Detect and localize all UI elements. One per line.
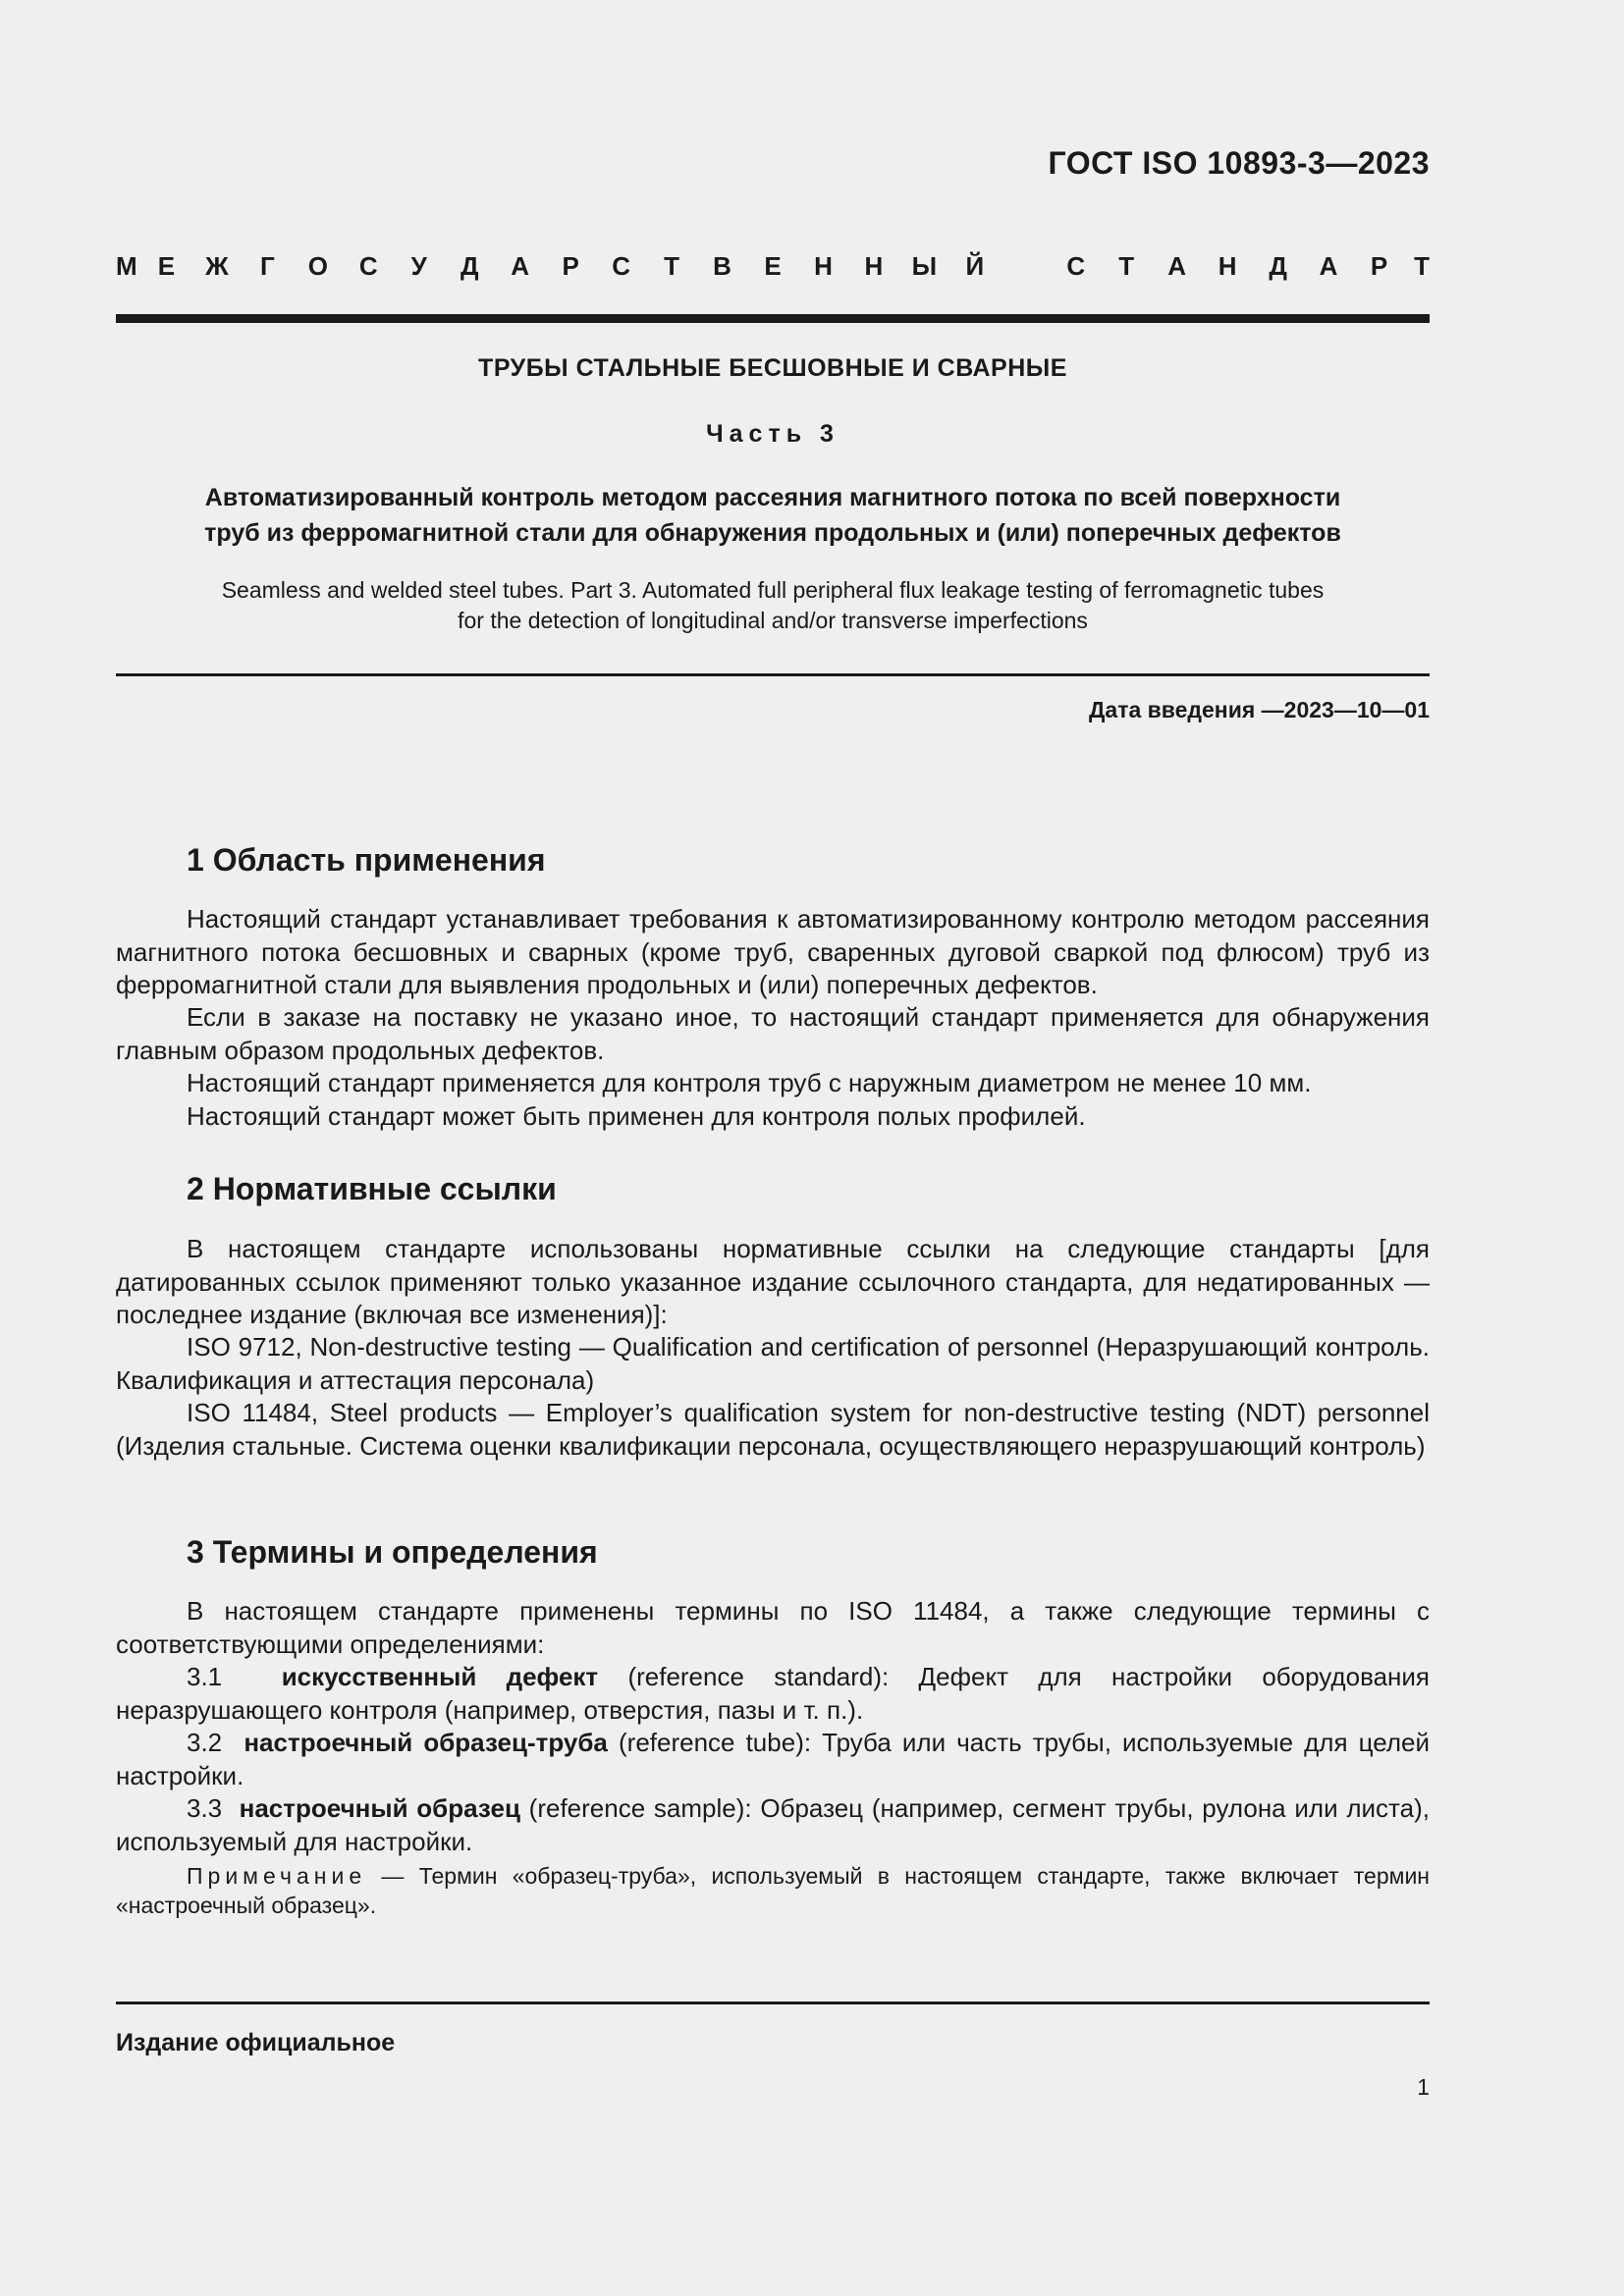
english-title-line: Seamless and welded steel tubes. Part 3. Automated full peripheral flux leakage testing of ferromagnetic tubes (221, 577, 1325, 603)
header-letter: А (1167, 251, 1187, 281)
term-number: 3.1 (187, 1662, 223, 1691)
section-3-heading: 3 Термины и определения (187, 1534, 598, 1570)
header-letter: М (116, 251, 137, 281)
official-edition-label: Издание официальное (116, 2029, 396, 2056)
term-definition: (reference tube): Труба или часть трубы, используемые для целей настройки. (116, 1728, 1431, 1790)
section-1-paragraph: Если в заказе на поставку не указано иное, то настоящий стандарт применяется для обнаружения главным образом продольных дефектов. (116, 1002, 1430, 1065)
header-letter: А (1319, 251, 1338, 281)
document-subtitle (116, 480, 1430, 551)
section-1-heading: 1 Область применения (187, 842, 546, 878)
term-3-2 (116, 1727, 1430, 1792)
term-number: 3.3 (187, 1793, 223, 1823)
part-label: Часть 3 (706, 420, 839, 448)
section-1-paragraph: Настоящий стандарт может быть применен для контроля полых профилей. (187, 1101, 1086, 1131)
header-letter: Й (965, 251, 985, 281)
header-letter: Р (1370, 251, 1388, 281)
english-title-line: for the detection of longitudinal and/or transverse imperfections (458, 608, 1088, 633)
term-3-3 (116, 1792, 1430, 1858)
header-letter: Е (764, 251, 782, 281)
header-letter: С (358, 251, 378, 281)
header-letter: С (1066, 251, 1086, 281)
section-1-paragraph: Настоящий стандарт устанавливает требования к автоматизированному контролю методом рассеяния магнитного потока бесшовных и сварных (кроме труб, сваренных дуговой сваркой под флюсом) труб из ферромагнитной стали для выявления продольных и (или) поперечных дефектов. (116, 904, 1430, 999)
header-letter: Д (1269, 251, 1287, 281)
term-definition: (reference sample): Образец (например, сегмент трубы, рулона или листа), используемый для настройки. (116, 1793, 1430, 1856)
header-letter: Р (562, 251, 579, 281)
header-letter: А (511, 251, 530, 281)
header-letter: Д (460, 251, 479, 281)
note-label: Примечание (187, 1863, 367, 1889)
header-letter: В (713, 251, 731, 281)
footer-rule (116, 2002, 1430, 2004)
note (116, 1861, 1430, 1920)
header-letter: О (307, 251, 328, 281)
section-3-paragraph: В настоящем стандарте применены термины по ISO 11484, а также следующие термины с соответствующими определениями: (116, 1596, 1430, 1659)
page-number: 1 (1417, 2074, 1430, 2100)
header-letter: Н (814, 251, 833, 281)
header-letter: Е (157, 251, 176, 281)
header-letter: Г (260, 251, 275, 281)
reference-iso-9712: ISO 9712, Non-destructive testing — Qualification and certification of personnel (Неразрушающий контроль. Квалификация и аттестация персонала) (116, 1332, 1430, 1395)
header-letter: Н (864, 251, 884, 281)
section-2-paragraph: В настоящем стандарте использованы нормативные ссылки на следующие стандарты [для датированных ссылок применяют только указанное издание ссылочного стандарта, для недатированных — последнее издание (включая все изменения)]: (116, 1234, 1430, 1329)
header-letter: Т (1118, 251, 1135, 281)
header-letter: У (410, 251, 427, 281)
subtitle-line: Автоматизированный контроль методом рассеяния магнитного потока по всей поверхности (204, 484, 1341, 511)
term-definition: (reference standard): Дефект для настройки оборудования неразрушающего контроля (например, отверстия, пазы и т. п.). (116, 1662, 1431, 1725)
term-name: настроечный образец (239, 1793, 520, 1823)
subtitle-line: труб из ферромагнитной стали для обнаружения продольных и (или) поперечных дефектов (204, 519, 1341, 547)
header-letter: Т (664, 251, 680, 281)
english-title (116, 575, 1430, 636)
standard-code: ГОСТ ISO 10893-3—2023 (1048, 145, 1430, 181)
header-letter: Ж (205, 251, 229, 281)
header-letter: Ы (911, 251, 938, 281)
header-letter: С (612, 251, 630, 281)
reference-iso-11484: ISO 11484, Steel products — Employer’s qualification system for non-destructive testing (NDT) personnel (Изделия стальные. Система оценки квалификации персонала, осуществляющего неразрушающий контроль) (116, 1398, 1430, 1461)
document-title: ТРУБЫ СТАЛЬНЫЕ БЕСШОВНЫЕ И СВАРНЫЕ (478, 354, 1067, 382)
effective-date: Дата введения —2023—10—01 (1089, 697, 1430, 722)
term-name: настроечный образец-труба (244, 1728, 608, 1757)
header-letter: Т (1414, 251, 1430, 281)
term-3-1 (116, 1661, 1430, 1727)
header-letter: Н (1218, 251, 1237, 281)
term-name: искусственный дефект (281, 1662, 599, 1691)
note-text: — Термин «образец-труба», используемый в настоящем стандарте, также включает термин «настроечный образец». (116, 1863, 1430, 1918)
interstate-header (116, 251, 1430, 281)
title-rule (116, 673, 1430, 676)
term-number: 3.2 (187, 1728, 223, 1757)
section-1-paragraph: Настоящий стандарт применяется для контроля труб с наружным диаметром не менее 10 мм. (187, 1068, 1312, 1097)
header-rule (116, 314, 1430, 323)
section-2-heading: 2 Нормативные ссылки (187, 1171, 557, 1206)
